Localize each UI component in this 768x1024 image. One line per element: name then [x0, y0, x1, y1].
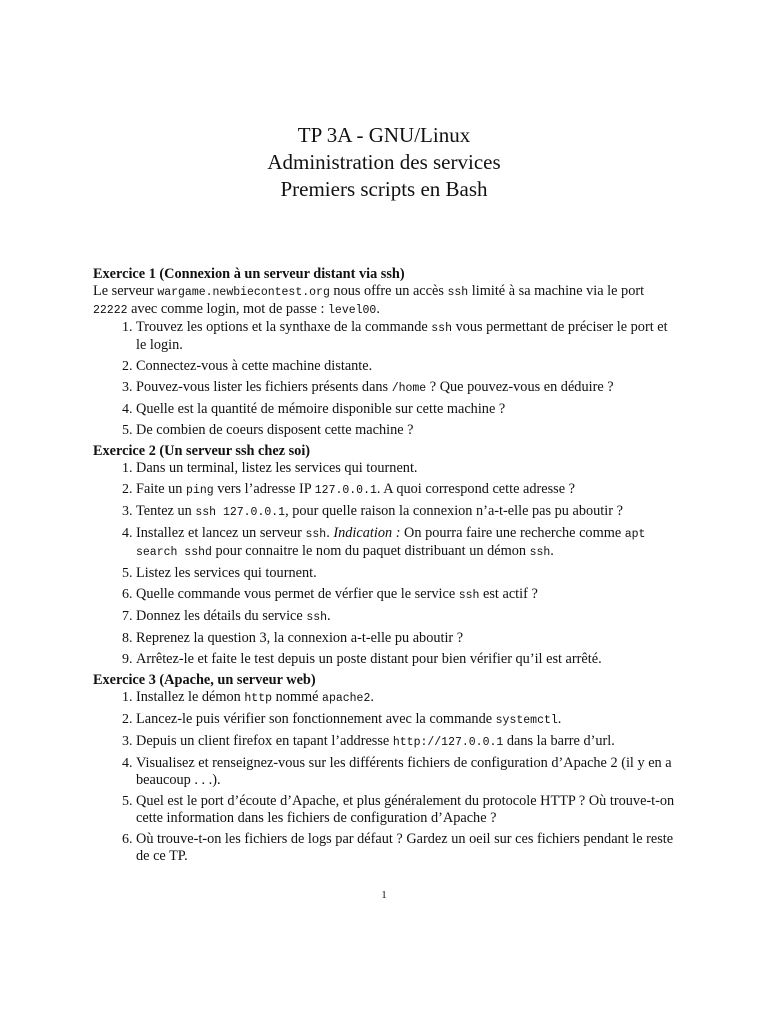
list-item	[136, 755, 677, 789]
exercise-3-title: Exercice 3 (Apache, un serveur web)	[93, 672, 316, 688]
exercise-2-title: Exercice 2 (Un serveur ssh chez soi)	[93, 443, 311, 459]
code-text: apache2	[322, 692, 371, 705]
code-text: ssh	[458, 589, 480, 602]
text-run: Reprenez la question 3, la connexion a-t-elle pu aboutir ?	[136, 630, 464, 646]
code-text: ssh	[305, 528, 327, 541]
exercise-2	[93, 443, 677, 668]
exercise-3	[93, 672, 677, 865]
list-item	[136, 481, 677, 499]
list-item	[136, 379, 677, 397]
text-run: est actif ?	[479, 586, 538, 602]
title-line-1: TP 3A - GNU/Linux	[297, 123, 471, 147]
text-run: Listez les services qui tournent.	[136, 565, 317, 581]
list-item	[136, 503, 677, 521]
code-text: level00	[328, 304, 377, 317]
text-run: Pouvez-vous lister les fichiers présents dans	[136, 379, 392, 395]
text-run: nous offre un accès	[329, 283, 448, 299]
code-text: ssh	[306, 611, 328, 624]
exercise-3-list	[93, 689, 677, 865]
list-item	[136, 630, 677, 647]
title-line-2: Administration des services	[267, 150, 501, 174]
exercise-1-intro	[93, 283, 677, 319]
page-number: 1	[381, 889, 387, 901]
text-run: Installez le démon	[136, 689, 245, 705]
text-run: .	[370, 689, 374, 705]
text-run: De combien de coeurs disposent cette machine ?	[136, 422, 414, 438]
list-item	[136, 831, 677, 865]
document-body	[93, 266, 677, 869]
text-run: Arrêtez-le et faite le test depuis un poste distant pour bien vérifier qu’il est arrêté.	[136, 651, 602, 667]
list-item	[136, 711, 677, 729]
code-text: /home	[391, 382, 427, 395]
code-text: ssh	[447, 286, 469, 299]
list-item	[136, 358, 677, 375]
code-text: 127.0.0.1	[314, 484, 377, 497]
text-run: Où trouve-t-on les fichiers de logs par défaut ? Gardez un oeil sur ces fichiers pendant le reste de ce TP.	[136, 831, 674, 864]
text-run: Faite un	[136, 481, 187, 497]
code-text: ssh	[431, 322, 452, 335]
text-run: vous permettant de préciser le port et le login.	[136, 319, 668, 353]
text-run: Dans un terminal, listez les services qui tournent.	[136, 460, 418, 476]
list-item	[136, 525, 677, 561]
exercise-1-list	[93, 319, 677, 439]
list-item	[136, 733, 677, 751]
code-text: apt search sshd	[136, 528, 646, 559]
code-text: http://127.0.0.1	[392, 736, 504, 749]
code-text: 22222	[93, 304, 128, 317]
list-item	[136, 689, 677, 707]
text-run: ? Que pouvez-vous en déduire ?	[426, 379, 614, 395]
text-run: Lancez-le puis vérifier son fonctionnement avec la commande	[136, 711, 496, 727]
text-run: .	[326, 525, 334, 541]
title-line-3: Premiers scripts en Bash	[280, 177, 488, 201]
code-text: ssh 127.0.0.1	[195, 506, 286, 519]
text-run: limité à sa machine via le port	[468, 283, 645, 299]
list-item	[136, 401, 677, 418]
text-run: dans la barre d’url.	[503, 733, 615, 749]
text-run: avec comme login, mot de passe :	[127, 301, 329, 317]
text-run: Quelle est la quantité de mémoire disponible sur cette machine ?	[136, 401, 506, 417]
text-run: .	[557, 711, 562, 727]
text-run: Quelle commande vous permet de vérfier que le service	[136, 586, 459, 602]
document-title	[0, 122, 768, 203]
text-run: Donnez les détails du service	[136, 608, 307, 624]
text-run: Visualisez et renseignez-vous sur les différents fichiers de configuration d’Apache 2 (il y en a beaucoup . . .).	[136, 755, 672, 788]
text-run: Tentez un	[136, 503, 196, 519]
list-item	[136, 460, 677, 477]
list-item	[136, 319, 677, 354]
text-run: pour connaitre le nom du paquet distribuant un démon	[211, 543, 530, 559]
text-run: , pour quelle raison la connexion n’a-t-elle pas pu aboutir ?	[285, 503, 623, 519]
exercise-2-list	[93, 460, 677, 668]
list-item	[136, 608, 677, 626]
list-item	[136, 565, 677, 582]
list-item	[136, 422, 677, 439]
text-run: . A quoi correspond cette adresse ?	[376, 481, 575, 497]
text-run: Installez et lancez un serveur	[136, 525, 306, 541]
exercise-1	[93, 266, 677, 439]
text-run: Depuis un client firefox en tapant l’addresse	[136, 733, 393, 749]
text-run: .	[550, 543, 554, 559]
list-item	[136, 586, 677, 604]
code-text: http	[244, 692, 272, 705]
code-text: wargame.newbiecontest.org	[157, 286, 330, 299]
code-text: ssh	[529, 546, 551, 559]
list-item	[136, 651, 677, 668]
code-text: systemctl	[495, 714, 558, 727]
list-item	[136, 793, 677, 827]
text-run: nommé	[272, 689, 323, 705]
text-run: Trouvez les options et la synthaxe de la commande	[136, 319, 432, 335]
text-run: On pourra faire une recherche comme	[400, 525, 625, 541]
text-run: Le serveur	[93, 283, 158, 299]
exercise-1-title: Exercice 1 (Connexion à un serveur distant via ssh)	[93, 266, 405, 282]
text-run: Quel est le port d’écoute d’Apache, et plus généralement du protocole HTTP ? Où trouve-t-on cette information dans les fichiers de configuration d’Apache ?	[136, 793, 675, 826]
code-text: ping	[186, 484, 214, 497]
text-run: vers l’adresse IP	[213, 481, 315, 497]
text-run: .	[376, 301, 380, 317]
text-run: .	[327, 608, 331, 624]
text-run: Connectez-vous à cette machine distante.	[136, 358, 373, 374]
italic-text: Indication :	[333, 525, 401, 541]
